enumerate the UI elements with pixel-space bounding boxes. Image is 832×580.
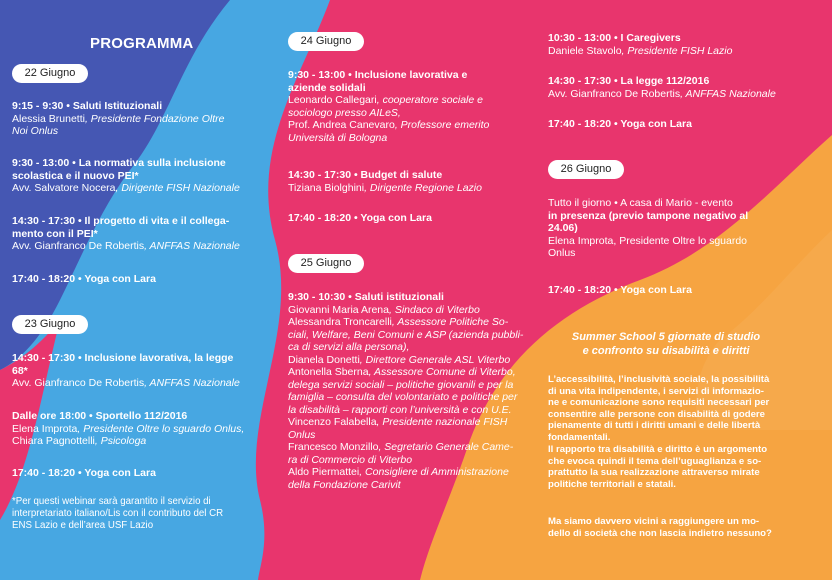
speaker-role: , Direttore Generale ASL Viterbo <box>359 353 511 366</box>
paragraph-line: dello di società che non lascia indietro nessuno? <box>548 527 772 539</box>
speaker-role: , Assessore Comune di Viterbo, <box>368 366 516 378</box>
speaker-name: Francesco Monzillo <box>288 441 379 453</box>
event-aziende-solidali <box>288 69 538 144</box>
event-title: 9:30 - 10:30 • Saluti istituzionali <box>288 291 444 303</box>
event-title: 10:30 - 13:00 • I Caregivers <box>548 32 681 44</box>
speaker-name: Elena Improta <box>12 422 78 435</box>
speaker-name: Dianela Donetti <box>288 353 360 366</box>
paragraph-line: ne e comunicazione sono requisiti necessari per <box>548 397 770 409</box>
event-caregivers <box>548 32 818 57</box>
summer-title-line: e confronto su disabilità e diritti <box>582 344 750 357</box>
speaker-role: , Presidente FISH Lazio <box>621 44 733 57</box>
event-title: 14:30 - 17:30 • Il progetto di vita e il collega- <box>12 215 230 227</box>
event-title: 24.06) <box>548 222 578 234</box>
event-title: 68* <box>12 364 28 377</box>
speaker-role: sociologo presso AILeS, <box>288 106 401 119</box>
speaker-role: , Assessore Politiche So- <box>391 316 509 328</box>
event-saluti-istituzionali-25 <box>288 291 538 491</box>
speaker-name: Alessandra Troncarelli <box>288 316 392 328</box>
event-title: 9:30 - 13:00 • La normativa sulla inclusione <box>12 157 226 169</box>
paragraph-line: L’accessibilità, l’inclusività sociale, la possibilità <box>548 374 770 385</box>
speaker-name: Aldo Piermattei <box>288 466 360 478</box>
programma-heading: PROGRAMMA <box>90 35 194 52</box>
speaker-role: , Psicologa <box>94 435 147 447</box>
event-yoga: 17:40 - 18:20 • Yoga con Lara <box>288 212 432 224</box>
event-yoga: 17:40 - 18:20 • Yoga con Lara <box>548 284 692 296</box>
speaker-role: delega servizi sociali – politiche giovanili e per la <box>288 378 514 391</box>
speaker-role: , Presidente nazionale FISH <box>376 416 508 428</box>
summer-paragraph-3 <box>548 516 798 539</box>
event-title: 14:30 - 17:30 • Budget di salute <box>288 169 443 181</box>
footnote <box>12 496 282 532</box>
event-yoga: 17:40 - 18:20 • Yoga con Lara <box>12 467 156 479</box>
speaker-name: Leonardo Callegari <box>288 94 377 106</box>
event-title: aziende solidali <box>288 81 366 94</box>
speaker-role: , Professore emerito <box>394 119 490 131</box>
speaker-role: della Fondazione Carivit <box>288 478 401 491</box>
speaker-name: Avv. Gianfranco De Robertis <box>12 240 145 252</box>
speaker-name: Daniele Stavolo <box>548 44 622 57</box>
speaker-role: la disabilità – rapporti con l’università e con U.E. <box>288 403 512 416</box>
summer-paragraph-1 <box>548 374 798 444</box>
event-title: Dalle ore 18:00 • Sportello 112/2016 <box>12 410 188 422</box>
speaker-role: , Segretario Generale Came- <box>378 441 514 453</box>
event-title: 14:30 - 17:30 • La legge 112/2016 <box>548 75 710 87</box>
speaker-role: , Dirigente Regione Lazio <box>364 181 482 194</box>
paragraph-line: Il rapporto tra disabilità e diritto è un argomento <box>548 444 768 455</box>
date-badge-26-giugno: 26 Giugno <box>548 160 624 179</box>
footnote-line: interpretariato italiano/Lis con il contributo del CR <box>12 508 224 519</box>
event-title: 14:30 - 17:30 • Inclusione lavorativa, la legge <box>12 352 234 364</box>
speaker-role: , Consigliere di Amministrazione <box>359 466 509 478</box>
paragraph-line: politiche territoriali e statali. <box>548 478 676 490</box>
event-title: mento con il PEI* <box>12 227 98 240</box>
footnote-line: *Per questi webinar sarà garantito il servizio di <box>12 496 211 507</box>
event-title: Tutto il giorno • A casa di Mario - evento <box>548 197 733 209</box>
speaker-name: Alessia Brunetti <box>12 112 85 125</box>
event-normativa-inclusione <box>12 157 282 195</box>
date-badge-22-giugno: 22 Giugno <box>12 64 88 83</box>
speaker-role: , Dirigente FISH Nazionale <box>115 182 240 194</box>
speaker-name: Antonella Sberna <box>288 366 369 378</box>
speaker-role: ca di servizi alla persona), <box>288 341 410 353</box>
speaker-role: , cooperatore sociale e <box>376 94 483 106</box>
date-badge-23-giugno: 23 Giugno <box>12 315 88 334</box>
speaker-role: Noi Onlus <box>12 125 59 137</box>
event-sportello <box>12 410 292 448</box>
event-yoga: 17:40 - 18:20 • Yoga con Lara <box>12 273 156 285</box>
event-title: 9:15 - 9:30 • Saluti Istituzionali <box>12 100 163 112</box>
paragraph-line: di una vita indipendente, i servizi di informazio- <box>548 385 764 397</box>
speaker-role: , Sindaco di Viterbo <box>388 303 480 316</box>
speaker-name: Tiziana Biolghini <box>288 181 365 194</box>
footnote-line: ENS Lazio e dell’area USF Lazio <box>12 520 154 531</box>
speaker-role: , ANFFAS Nazionale <box>680 87 776 100</box>
paragraph-line: Ma siamo davvero vicini a raggiungere un mo- <box>548 516 760 527</box>
speaker-name: Prof. Andrea Canevaro <box>288 119 395 131</box>
speaker-name: Avv. Salvatore Nocera <box>12 182 116 194</box>
paragraph-line: prattutto la sua realizzazione attraverso mirate <box>548 467 760 479</box>
event-legge-112 <box>548 75 818 100</box>
speaker-role: , ANFFAS Nazionale <box>144 377 240 389</box>
date-badge-25-giugno: 25 Giugno <box>288 254 364 273</box>
speaker-role: famiglia – consulta del volontariato e politiche per <box>288 391 518 403</box>
event-saluti-istituzionali <box>12 100 282 138</box>
speaker-role: , Presidente Oltre lo sguardo Onlus, <box>77 422 245 435</box>
speaker-name: Avv. Gianfranco De Robertis <box>548 87 681 100</box>
paragraph-line: pienamente di tutti i diritti umani e delle libertà <box>548 420 761 432</box>
speaker-role: Onlus <box>288 428 316 441</box>
event-yoga: 17:40 - 18:20 • Yoga con Lara <box>548 118 692 130</box>
speaker-name: Avv. Gianfranco De Robertis <box>12 377 145 389</box>
summer-paragraph-2 <box>548 444 798 490</box>
event-progetto-di-vita <box>12 215 282 253</box>
summer-title-line: Summer School 5 giornate di studio <box>571 331 761 343</box>
speaker-name: Vincenzo Falabella <box>288 416 377 428</box>
speaker-line: Onlus <box>548 247 576 259</box>
speaker-role: , ANFFAS Nazionale <box>144 240 240 252</box>
speaker-role: , Presidente Fondazione Oltre <box>84 112 225 125</box>
paragraph-line: fondamentali. <box>548 431 611 443</box>
speaker-role: ciali, Welfare, Beni Comuni e ASP (azienda pubbli- <box>288 328 524 341</box>
event-title: 9:30 - 13:00 • Inclusione lavorativa e <box>288 69 468 81</box>
summer-school-title <box>556 331 776 358</box>
speaker-line: Elena Improta, Presidente Oltre lo sguardo <box>548 234 748 247</box>
event-inclusione-lavorativa <box>12 352 282 390</box>
date-badge-24-giugno: 24 Giugno <box>288 32 364 51</box>
event-title: scolastica e il nuovo PEI* <box>12 169 139 182</box>
paragraph-line: che evoca quindi il tema dell’uguaglianza e so- <box>548 455 762 467</box>
speaker-name: Giovanni Maria Arena <box>288 303 389 316</box>
speaker-role: Università di Bologna <box>288 131 388 144</box>
event-title: in presenza (previo tampone negativo al <box>548 209 749 222</box>
event-budget-salute <box>288 169 538 194</box>
speaker-role: ra di Commercio di Viterbo <box>288 453 413 466</box>
event-casa-di-mario <box>548 197 818 260</box>
speaker-name: Chiara Pagnottelli <box>12 435 95 447</box>
paragraph-line: consentire alle persone con disabilità di godere <box>548 408 765 420</box>
